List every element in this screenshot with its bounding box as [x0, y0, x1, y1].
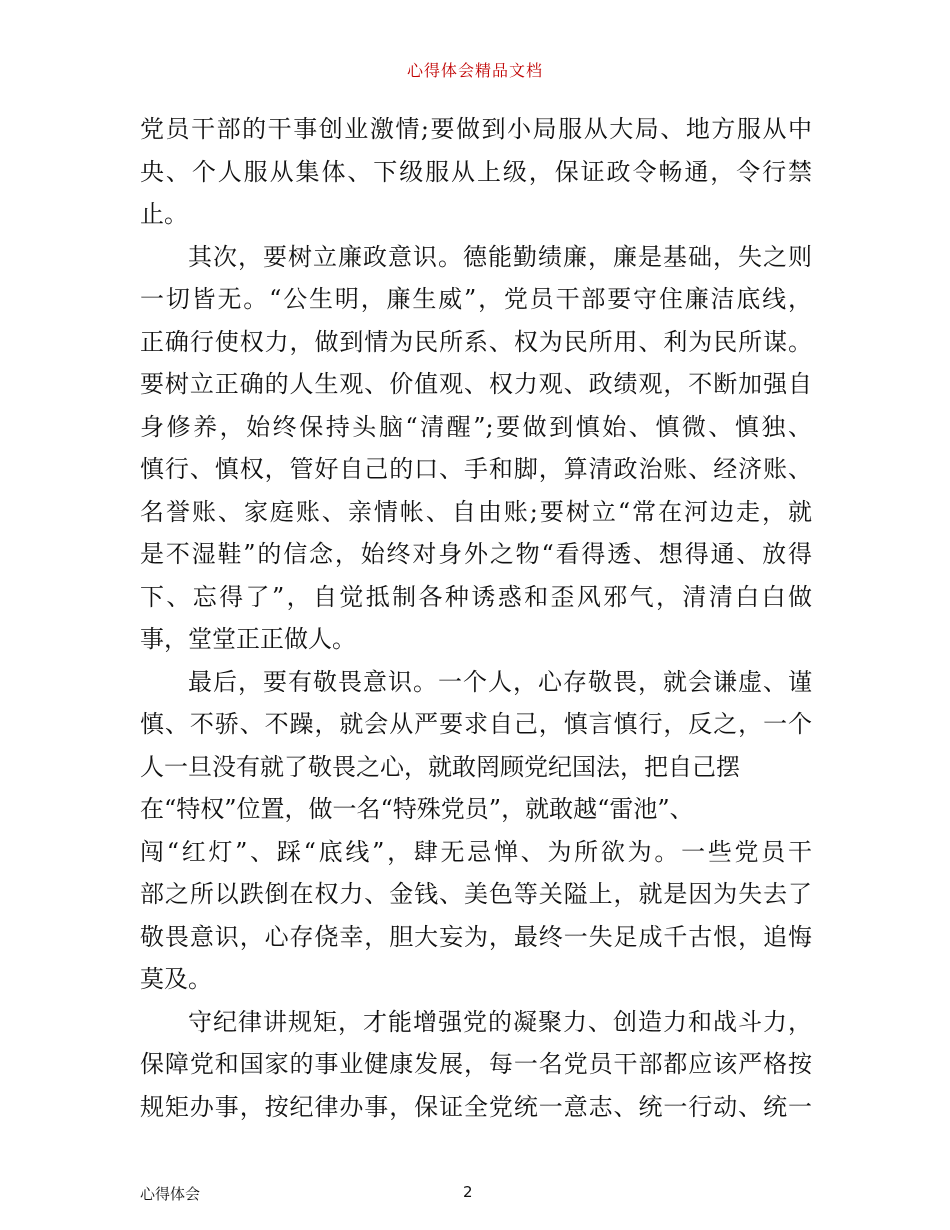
- text-line: 慎、不骄、不躁，就会从严要求自己，慎言慎行，反之，一个: [140, 710, 812, 738]
- text-line: 是不湿鞋”的信念，始终对身外之物“看得透、想得通、放得: [140, 540, 812, 568]
- text-line: 一切皆无。“公生明，廉生威”，党员干部要守住廉洁底线，: [140, 285, 812, 313]
- text-line: 敬畏意识，心存侥幸，胆大妄为，最终一失足成千古恨，追悔: [140, 922, 812, 951]
- text-line: 部之所以跌倒在权力、金钱、美色等关隘上，就是因为失去了: [140, 880, 812, 908]
- text-line: 闯“红灯”、踩“底线”，肆无忌惮、为所欲为。一些党员干: [140, 837, 812, 866]
- text-line: 其次，要树立廉政意识。德能勤绩廉，廉是基础，失之则: [188, 242, 812, 271]
- text-line: 止。: [140, 200, 188, 228]
- text-line: 要树立正确的人生观、价值观、权力观、政绩观，不断加强自: [140, 370, 812, 398]
- text-line: 守纪律讲规矩，才能增强党的凝聚力、创造力和战斗力，: [188, 1007, 812, 1036]
- text-line: 人一旦没有就了敬畏之心，就敢罔顾党纪国法，把自己摆: [140, 752, 740, 781]
- text-line: 名誉账、家庭账、亲情帐、自由账;要树立“常在河边走，就: [140, 497, 812, 526]
- text-line: 党员干部的干事创业激情;要做到小局服从大局、地方服从中: [140, 115, 812, 143]
- text-line: 慎行、慎权，管好自己的口、手和脚，算清政治账、经济账、: [140, 455, 812, 483]
- text-line: 莫及。: [140, 965, 212, 993]
- page-number: 2: [463, 1183, 473, 1201]
- footer-label: 心得体会: [140, 1185, 201, 1203]
- text-line: 身修养，始终保持头脑“清醒”;要做到慎始、慎微、慎独、: [140, 412, 812, 441]
- document-body: [140, 108, 812, 1128]
- page-header-title: 心得体会精品文档: [406, 61, 543, 80]
- text-line: 在“特权”位置，做一名“特殊党员”，就敢越“雷池”、: [140, 795, 694, 823]
- text-line: 正确行使权力，做到情为民所系、权为民所用、利为民所谋。: [140, 327, 812, 356]
- text-line: 保障党和国家的事业健康发展，每一名党员干部都应该严格按: [140, 1050, 812, 1078]
- text-line: 事，堂堂正正做人。: [140, 625, 356, 653]
- text-line: 下、忘得了”，自觉抵制各种诱惑和歪风邪气，清清白白做: [140, 582, 812, 611]
- text-line: 央、个人服从集体、下级服从上级，保证政令畅通，令行禁: [140, 157, 812, 186]
- text-line: 规矩办事，按纪律办事，保证全党统一意志、统一行动、统一: [140, 1092, 812, 1121]
- text-line: 最后，要有敬畏意识。一个人，心存敬畏，就会谦虚、谨: [188, 667, 812, 696]
